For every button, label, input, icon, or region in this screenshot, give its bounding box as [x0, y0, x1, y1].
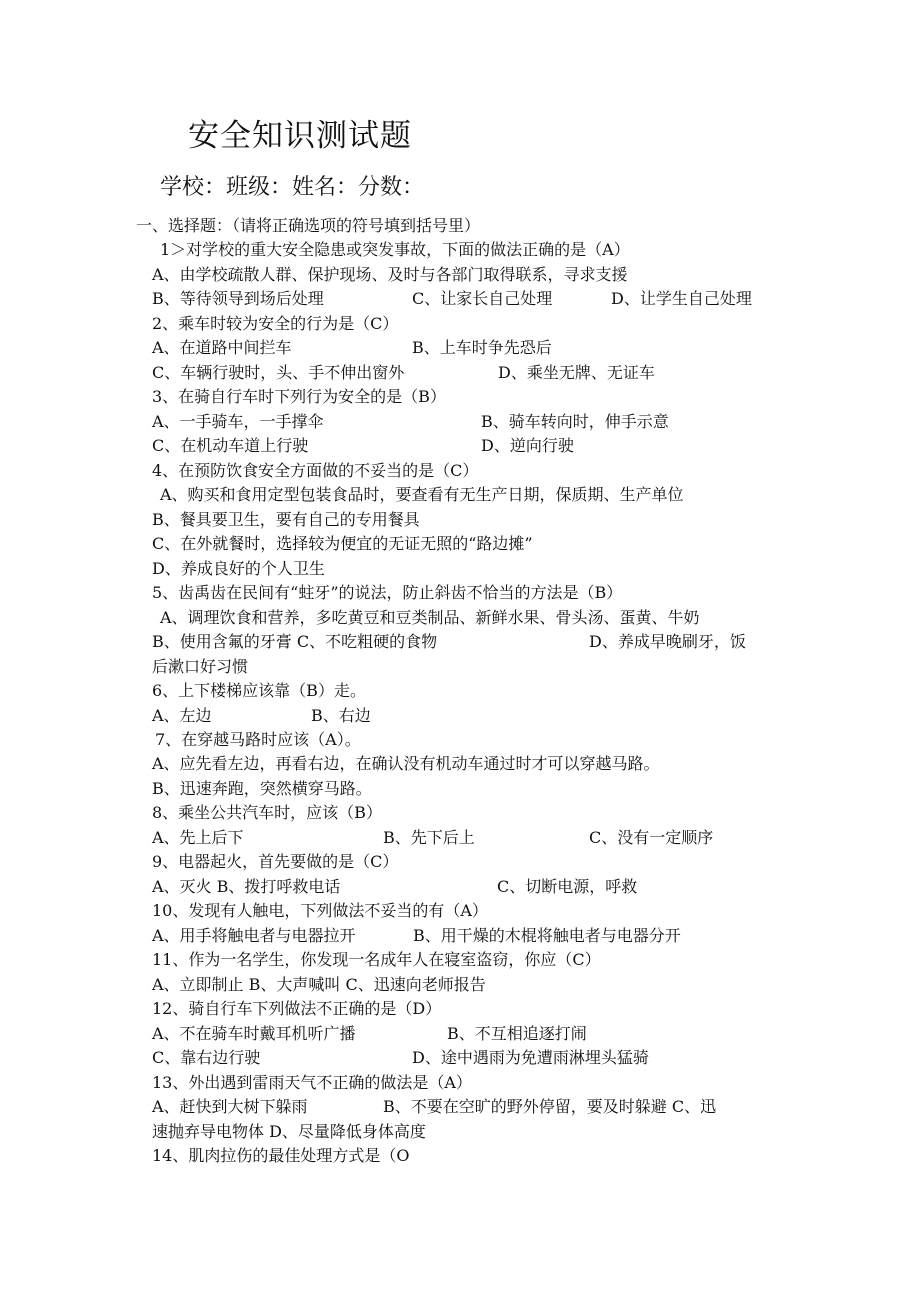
question-line: C、在外就餐时，选择较为便宜的无证无照的“路边摊”	[152, 534, 533, 553]
question-line: A、调理饮食和营养，多吃黄豆和豆类制品、新鲜水果、骨头汤、蛋黄、牛奶	[160, 608, 700, 627]
question-line: B、迅速奔跑，突然横穿马路。	[152, 779, 372, 798]
question-line: B、不互相追逐打闹	[447, 1024, 587, 1043]
question-line: 1＞对学校的重大安全隐患或突发事故，下面的做法正确的是（A）	[160, 240, 630, 259]
question-line: 2、乘车时较为安全的行为是（C）	[152, 314, 399, 333]
question-line: A、赶快到大树下躲雨	[152, 1097, 308, 1116]
question-line: D、乘坐无牌、无证车	[498, 363, 655, 382]
question-line: D、让学生自己处理	[611, 289, 752, 308]
question-line: B、骑车转向时，伸手示意	[481, 412, 669, 431]
question-line: D、养成早晚刷牙，饭	[589, 632, 746, 651]
question-line: 后漱口好习惯	[152, 657, 249, 676]
section-heading: 一、选择题：（请将正确选项的符号填到括号里）	[136, 216, 481, 235]
student-info-line: 学校：班级：姓名：分数：	[160, 175, 425, 200]
question-line: D、逆向行驶	[481, 436, 574, 455]
question-line: D、途中遇雨为免遭雨淋埋头猛骑	[412, 1048, 649, 1067]
question-line: B、等待领导到场后处理	[152, 289, 324, 308]
question-line: A、一手骑车，一手撑伞	[152, 412, 324, 431]
question-line: B、不要在空旷的野外停留，要及时躲避 C、迅	[383, 1097, 717, 1116]
question-line: C、切断电源，呼救	[497, 877, 638, 896]
question-line: B、先下后上	[383, 828, 475, 847]
question-line: A、立即制止 B、大声喊叫 C、迅速向老师报告	[152, 975, 486, 994]
question-line: A、购买和食用定型包装食品时，要查看有无生产日期，保质期、生产单位	[160, 485, 684, 504]
question-line: B、右边	[311, 706, 371, 725]
question-line: 7、在穿越马路时应该（A）。	[155, 730, 361, 749]
question-line: C、靠右边行驶	[152, 1048, 261, 1067]
question-line: A、左边	[152, 706, 212, 725]
question-line: B、餐具要卫生，要有自己的专用餐具	[152, 510, 420, 529]
question-line: A、先上后下	[152, 828, 244, 847]
question-line: 14、肌肉拉伤的最佳处理方式是（O	[152, 1146, 410, 1165]
question-line: 5、齿禹齿在民间有“蛀牙”的说法，防止斜齿不恰当的方法是（B）	[152, 583, 623, 602]
question-line: 4、在预防饮食安全方面做的不妥当的是（C）	[152, 461, 479, 480]
question-line: A、由学校疏散人群、保护现场、及时与各部门取得联系，寻求支援	[152, 265, 628, 284]
question-line: 12、骑自行车下列做法不正确的是（D）	[152, 999, 442, 1018]
question-line: A、不在骑车时戴耳机听广播	[152, 1024, 356, 1043]
document-title: 安全知识测试题	[188, 118, 412, 154]
question-line: 速抛弃导电物体 D、尽量降低身体高度	[152, 1122, 426, 1141]
question-line: C、在机动车道上行驶	[152, 436, 309, 455]
question-line: 3、在骑自行车时下列行为安全的是（B）	[152, 387, 446, 406]
question-line: A、灭火 B、拨打呼救电话	[152, 877, 341, 896]
question-line: 9、电器起火，首先要做的是（C）	[152, 852, 399, 871]
question-line: A、用手将触电者与电器拉开	[152, 926, 356, 945]
question-line: A、应先看左边，再看右边，在确认没有机动车通过时才可以穿越马路。	[152, 754, 660, 773]
question-line: B、用干燥的木棍将触电者与电器分开	[413, 926, 681, 945]
question-line: B、上车时争先恐后	[412, 338, 552, 357]
question-line: 10、发现有人触电，下列做法不妥当的有（A）	[152, 901, 488, 920]
question-line: A、在道路中间拦车	[152, 338, 292, 357]
question-line: C、车辆行驶时，头、手不伸出窗外	[152, 363, 405, 382]
question-line: 8、乘坐公共汽车时，应该（B）	[152, 803, 382, 822]
question-line: C、让家长自己处理	[412, 289, 553, 308]
question-line: D、养成良好的个人卫生	[152, 559, 325, 578]
question-line: 11、作为一名学生，你发现一名成年人在寝室盗窃，你应（C）	[152, 950, 601, 969]
question-line: 6、上下楼梯应该靠（B）走。	[152, 681, 366, 700]
question-line: 13、外出遇到雷雨天气不正确的做法是（A）	[152, 1073, 472, 1092]
question-line: C、没有一定顺序	[589, 828, 714, 847]
question-line: B、使用含氟的牙膏 C、不吃粗硬的食物	[152, 632, 438, 651]
